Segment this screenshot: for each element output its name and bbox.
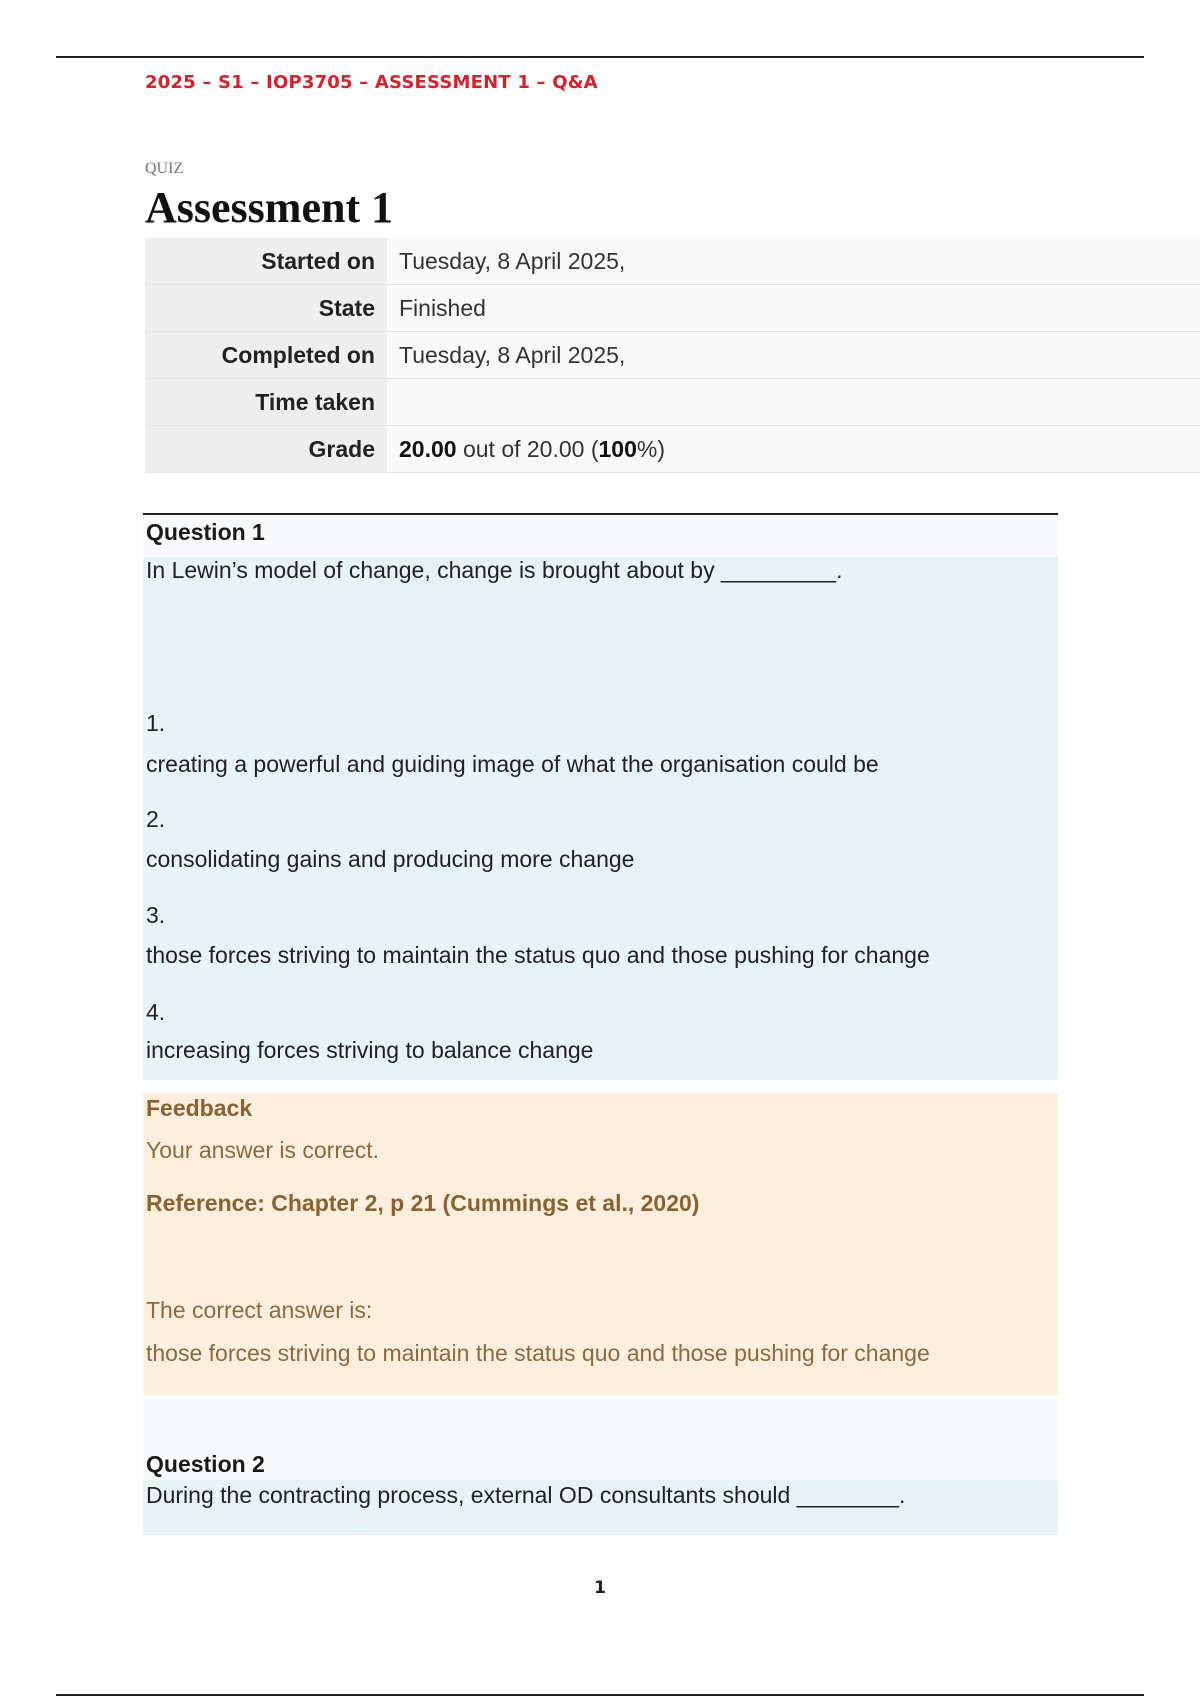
feedback-panel xyxy=(143,1093,1058,1395)
option-2-number: 2. xyxy=(146,806,166,832)
completed-on-value: Tuesday, 8 April 2025, xyxy=(387,332,1200,379)
correct-answer-text: those forces striving to maintain the status quo and those pushing for change xyxy=(146,1340,930,1366)
time-taken-value xyxy=(387,379,1200,426)
grade-percent-sign: %) xyxy=(636,435,665,462)
summary-row-grade xyxy=(145,426,1200,473)
grade-label: Grade xyxy=(145,426,387,473)
option-4-text[interactable]: increasing forces striving to balance change xyxy=(146,1037,594,1063)
correct-answer-label: The correct answer is: xyxy=(146,1297,373,1323)
feedback-reference: Reference: Chapter 2, p 21 (Cummings et al., 2020) xyxy=(146,1190,700,1216)
question-2 xyxy=(143,1398,1058,1535)
question-1-header xyxy=(143,513,1058,557)
question-2-title: Question 2 xyxy=(146,1451,265,1477)
grade-percent: 100 xyxy=(598,435,637,462)
grade-value xyxy=(387,426,1200,473)
document-header: 2025 – S1 – IOP3705 – ASSESSMENT 1 – Q&A xyxy=(145,72,598,93)
summary-row-started xyxy=(145,238,1200,285)
option-3-text[interactable]: those forces striving to maintain the status quo and those pushing for change xyxy=(146,942,930,968)
grade-score: 20.00 xyxy=(399,435,457,462)
grade-out-of: out of 20.00 ( xyxy=(456,435,599,462)
page-title: Assessment 1 xyxy=(145,183,394,232)
time-taken-label: Time taken xyxy=(145,379,387,426)
question-1-body xyxy=(143,557,1058,1080)
summary-row-state xyxy=(145,285,1200,332)
bottom-rule xyxy=(56,1694,1144,1696)
quiz-label: QUIZ xyxy=(145,160,184,177)
summary-row-time xyxy=(145,379,1200,426)
question-1-title: Question 1 xyxy=(146,519,265,545)
state-label: State xyxy=(145,285,387,332)
top-rule xyxy=(56,56,1144,58)
feedback-result: Your answer is correct. xyxy=(146,1137,380,1163)
state-value: Finished xyxy=(387,285,1200,332)
summary-row-completed xyxy=(145,332,1200,379)
feedback-title: Feedback xyxy=(146,1095,253,1121)
option-3-number: 3. xyxy=(146,902,166,928)
option-1-text[interactable]: creating a powerful and guiding image of what the organisation could be xyxy=(146,751,879,777)
question-1 xyxy=(143,513,1058,1080)
started-on-label: Started on xyxy=(145,238,387,285)
question-2-text: During the contracting process, external OD consultants should ________. xyxy=(146,1482,906,1508)
question-1-text: In Lewin’s model of change, change is brought about by _________. xyxy=(146,557,843,583)
attempt-summary-table xyxy=(145,238,1200,473)
option-2-text[interactable]: consolidating gains and producing more change xyxy=(146,846,635,872)
started-on-value: Tuesday, 8 April 2025, xyxy=(387,238,1200,285)
page-number: 1 xyxy=(594,1578,606,1598)
option-4-number: 4. xyxy=(146,999,166,1025)
completed-on-label: Completed on xyxy=(145,332,387,379)
option-1-number: 1. xyxy=(146,710,166,736)
question-2-body xyxy=(143,1480,1058,1535)
question-2-header xyxy=(143,1398,1058,1480)
